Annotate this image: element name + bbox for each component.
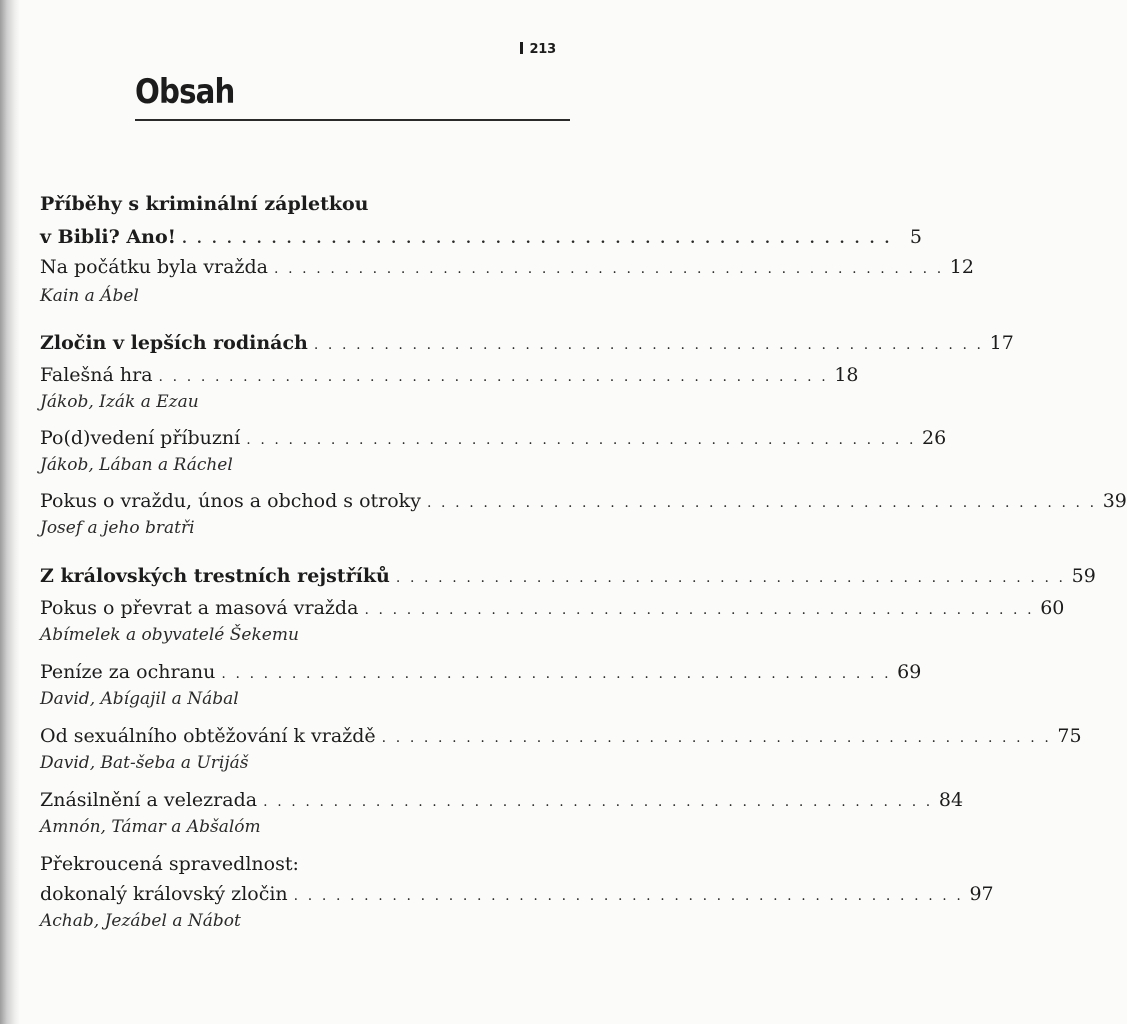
toc-entry-title: v Bibli? Ano! (40, 226, 176, 248)
toc-entry-title: Na počátku byla vražda (40, 256, 268, 278)
toc-entry-title-line1: Překroucená spravedlnost: (40, 853, 299, 875)
toc-entry-title: dokonalý královský zločin (40, 883, 288, 905)
toc-leader-dots: . . . . . . . . . . . . . . . . . . . . . . . . . . . . . . . . . . . . . . . . . . . . . . . . (263, 794, 933, 810)
toc-entry-page: 5 (909, 226, 923, 248)
toc-leader-dots: . . . . . . . . . . . . . . . . . . . . . . . . . . . . . . . . . . . . . . . . . . . . . . . . (158, 369, 829, 385)
toc-entry-subtitle: David, Bat-šeba a Urijáš (40, 753, 249, 773)
toc-leader-dots: . . . . . . . . . . . . . . . . . . . . . . . . . . . . . . . . . . . . . . . . . . . . . . . . (381, 730, 1052, 746)
toc-chapter-entry[interactable] (40, 661, 922, 691)
toc-entry-page: 60 (1040, 597, 1065, 619)
toc-part-entry[interactable] (40, 565, 1096, 595)
toc-chapter-entry[interactable] (40, 256, 974, 286)
toc-entry-subtitle: Jákob, Lában a Ráchel (40, 455, 233, 475)
toc-entry-subtitle: Abímelek a obyvatelé Šekemu (40, 625, 299, 645)
page-gutter-shadow (0, 0, 20, 1024)
toc-chapter-entry[interactable] (40, 789, 964, 819)
toc-leader-dots: . . . . . . . . . . . . . . . . . . . . . . . . . . . . . . . . . . . . . . . . . . . . . . . . (246, 432, 917, 448)
page-title: Obsah (135, 72, 235, 112)
toc-leader-dots: . . . . . . . . . . . . . . . . . . . . . . . . . . . . . . . . . . . . . . . . . . . . . . . . (313, 337, 984, 353)
toc-part-entry[interactable] (40, 332, 1014, 362)
toc-leader-dots: . . . . . . . . . . . . . . . . . . . . . . . . . . . . . . . . . . . . . . . . . . . . . . . . (395, 570, 1066, 586)
toc-entry-title: Pokus o převrat a masová vražda (40, 597, 359, 619)
toc-leader-dots: . . . . . . . . . . . . . . . . . . . . . . . . . . . . . . . . . . . . . . . . . . . . . . . . (273, 261, 944, 277)
toc-leader-dots: . . . . . . . . . . . . . . . . . . . . . . . . . . . . . . . . . . . . . . . . . . . . . . . . (426, 495, 1097, 511)
toc-entry-title: Pokus o vraždu, únos a obchod s otroky (40, 490, 421, 512)
toc-entry-title: Falešná hra (40, 364, 153, 386)
toc-leader-dots: . . . . . . . . . . . . . . . . . . . . . . . . . . . . . . . . . . . . . . . . . . . . . . . . (364, 602, 1035, 618)
page-number-value: 213 (529, 42, 556, 57)
toc-chapter-entry[interactable] (40, 490, 1127, 520)
page-number-bar (520, 42, 523, 54)
toc-entry-subtitle: Kain a Ábel (40, 286, 139, 306)
toc-chapter-entry[interactable] (40, 725, 1082, 755)
toc-entry-subtitle: Amnón, Támar a Abšalóm (40, 817, 261, 837)
toc-entry-subtitle: Josef a jeho bratři (40, 518, 195, 538)
toc-part-title-line1: Příběhy s kriminální zápletkou (40, 193, 369, 215)
toc-leader-dots: . . . . . . . . . . . . . . . . . . . . . . . . . . . . . . . . . . . . . . . . . . . . . . . . (221, 666, 892, 682)
toc-entry-page: 26 (922, 427, 947, 449)
title-rule (135, 119, 570, 121)
toc-entry-subtitle: David, Abígajil a Nábal (40, 689, 239, 709)
toc-entry-title: Po(d)vedení příbuzní (40, 427, 241, 449)
page-number (520, 42, 556, 57)
toc-entry-page: 17 (989, 332, 1014, 354)
toc-entry-title: Z královských trestních rejstříků (40, 565, 390, 587)
toc-entry-page: 69 (897, 661, 922, 683)
toc-entry-page: 18 (834, 364, 859, 386)
toc-entry-page: 97 (969, 883, 994, 905)
toc-entry-title: Od sexuálního obtěžování k vraždě (40, 725, 376, 747)
toc-entry-title: Znásilnění a velezrada (40, 789, 258, 811)
toc-entry-subtitle: Jákob, Izák a Ezau (40, 392, 199, 412)
toc-part-entry[interactable] (40, 226, 923, 256)
toc-entry-page: 39 (1102, 490, 1127, 512)
toc-leader-dots: . . . . . . . . . . . . . . . . . . . . . . . . . . . . . . . . . . . . . . . . . . . . . . . . (181, 231, 893, 247)
toc-entry-page: 84 (938, 789, 964, 811)
toc-entry-title: Zločin v lepších rodinách (40, 332, 308, 354)
toc-chapter-entry[interactable] (40, 597, 1065, 627)
toc-chapter-entry[interactable] (40, 883, 994, 913)
toc-leader-dots: . . . . . . . . . . . . . . . . . . . . . . . . . . . . . . . . . . . . . . . . . . . . . . . . (293, 888, 964, 904)
toc-entry-page: 12 (949, 256, 974, 278)
toc-chapter-entry[interactable] (40, 364, 859, 394)
toc-entry-page: 59 (1071, 565, 1096, 587)
toc-chapter-entry[interactable] (40, 427, 947, 457)
toc-entry-title: Peníze za ochranu (40, 661, 216, 683)
toc-entry-page: 75 (1057, 725, 1082, 747)
toc-entry-subtitle: Achab, Jezábel a Nábot (40, 911, 241, 931)
